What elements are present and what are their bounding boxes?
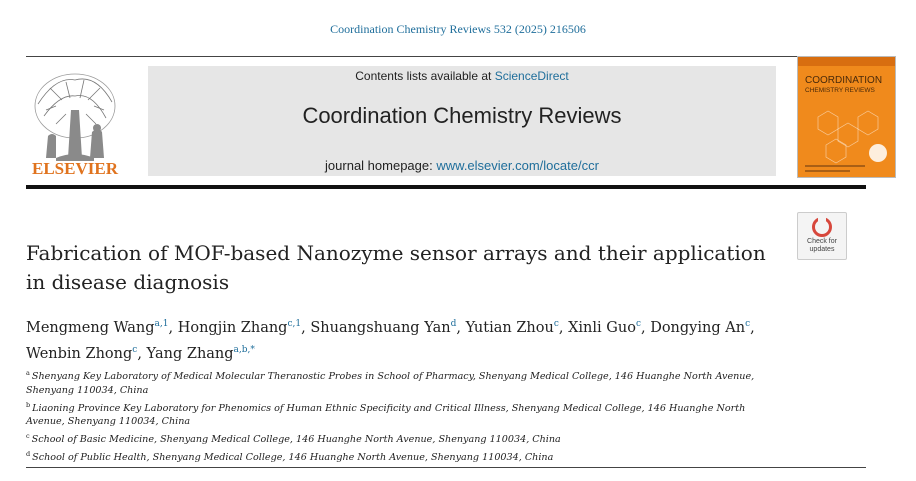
affiliation-key: b [26,400,31,409]
homepage-prefix: journal homepage: [325,158,433,173]
journal-cover-thumbnail[interactable] [797,56,896,178]
journal-citation[interactable]: Coordination Chemistry Reviews 532 (2025) 216506 [330,22,586,36]
check-for-updates-button[interactable] [797,212,847,260]
header-bottom-rule [26,185,866,189]
affiliation-key: a [26,369,30,377]
author-name[interactable]: Mengmeng Wang [26,320,155,336]
journal-title[interactable]: Coordination Chemistry Reviews [302,103,622,128]
author-separator: , [456,320,466,336]
author-separator: , [168,320,178,336]
affiliation-text: School of Basic Medicine, Shenyang Medical College, 146 Huanghe North Avenue, Shenyang 110034, China [31,434,561,445]
check-updates-icon [812,217,832,237]
affiliation-item [26,430,786,447]
affiliation-list [26,367,786,466]
publisher-wordmark: ELSEVIER [32,159,118,178]
author-affiliation-marker[interactable]: a,b,* [233,345,255,355]
elsevier-logo[interactable] [26,66,124,178]
author-list [26,313,786,365]
check-text-line2: updates [809,246,835,253]
author-name[interactable]: Wenbin Zhong [26,346,133,362]
affiliation-text: Shenyang Key Laboratory of Medical Molecular Theranostic Probes in School of Pharmacy, Shenyang Medical College, 146 Huanghe North Avenue, Shenyang 110034, China [26,371,755,396]
cover-title-line2: CHEMISTRY REVIEWS [805,87,875,94]
author-affiliation-marker[interactable]: c [745,319,751,329]
affiliation-text: Liaoning Province Key Laboratory for Phenomics of Human Ethnic Specificity and Critical Illness, Shenyang Medical College, 146 Huanghe North Avenue, Shenyang 110034, China [26,402,746,427]
author-separator: , [301,320,311,336]
header-top-rule [26,56,866,57]
affiliation-text: School of Public Health, Shenyang Medical College, 146 Huanghe North Avenue, Shenyang 110034, China [32,452,554,463]
author-affiliation-marker[interactable]: d [450,319,457,329]
sciencedirect-link[interactable]: ScienceDirect [494,69,569,83]
author-name[interactable]: Yang Zhang [146,346,234,362]
contents-line [148,69,776,83]
author-name[interactable]: Yutian Zhou [465,320,554,336]
author-name[interactable]: Shuangshuang Yan [310,320,451,336]
author-separator: , [750,320,755,336]
author-name[interactable]: Xinli Guo [568,320,636,336]
affiliation-key: d [26,450,31,458]
section-divider [26,467,866,468]
author-name[interactable]: Hongjin Zhang [177,320,288,336]
author-separator: , [137,346,147,362]
homepage-line [148,158,776,173]
affiliation-item [26,367,786,397]
cover-title-line1: COORDINATION [805,75,883,86]
affiliation-item [26,448,786,465]
affiliation-key: c [26,432,30,440]
elsevier-tree-icon [26,66,124,178]
author-separator: , [558,320,569,336]
author-separator: , [640,320,651,336]
homepage-link[interactable]: www.elsevier.com/locate/ccr [436,158,599,173]
cover-image [798,57,895,177]
author-affiliation-marker[interactable]: a,1 [154,319,169,329]
contents-prefix: Contents lists available at [355,69,492,83]
author-affiliation-marker[interactable]: c [132,345,138,355]
affiliation-item [26,399,786,429]
author-name[interactable]: Dongying An [650,320,746,336]
author-affiliation-marker[interactable]: c,1 [287,319,302,329]
article-title: Fabrication of MOF-based Nanozyme sensor arrays and their application in disease diagnosis [26,241,766,294]
author-affiliation-marker[interactable]: c [635,319,641,329]
check-text-line1: Check for [807,238,837,245]
author-affiliation-marker[interactable]: c [553,319,559,329]
